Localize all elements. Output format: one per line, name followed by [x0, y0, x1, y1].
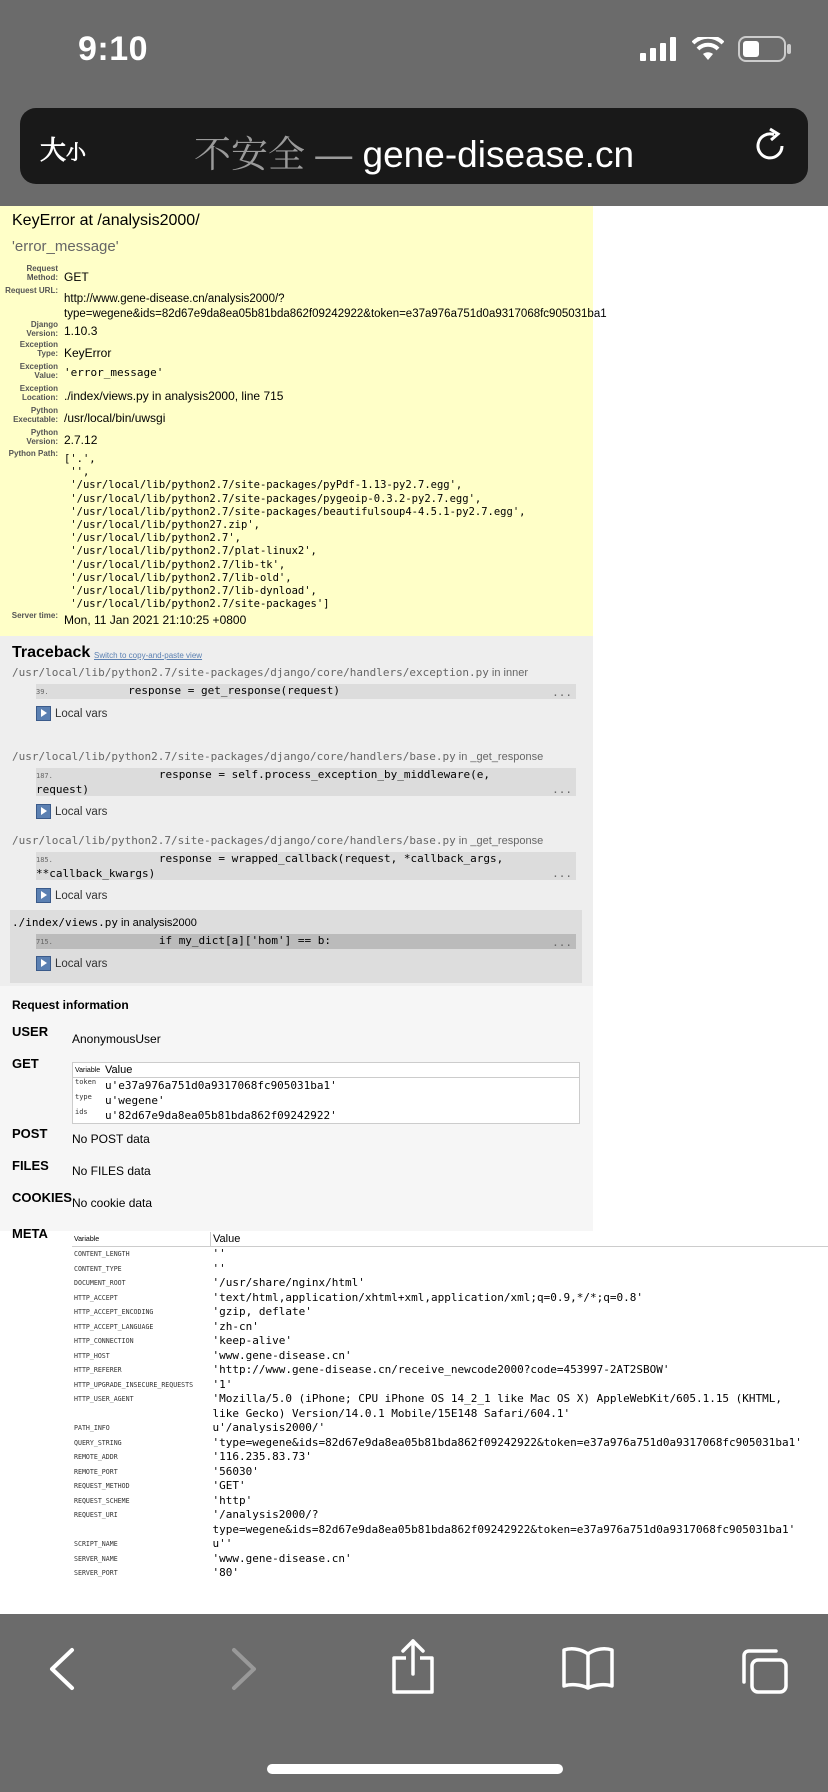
- table-row: [72, 1436, 828, 1451]
- variable-cell: CONTENT_TYPE: [74, 1264, 122, 1273]
- frame-function: _get_response: [470, 835, 544, 847]
- table-row: [72, 1566, 828, 1581]
- table-row: [72, 1305, 828, 1320]
- variable-cell: HTTP_HOST: [74, 1351, 110, 1360]
- variable-cell: HTTP_USER_AGENT: [74, 1395, 134, 1403]
- get-heading: GET: [12, 1056, 39, 1071]
- address-bar[interactable]: [20, 108, 808, 184]
- frame-file: ./index/views.py: [12, 916, 118, 929]
- table-row: [72, 1392, 828, 1421]
- table-row: [72, 1508, 828, 1537]
- play-icon: [36, 888, 51, 903]
- table-header-row: [73, 1063, 580, 1078]
- local-vars-toggle[interactable]: [36, 956, 107, 971]
- get-table: [72, 1062, 580, 1124]
- row-value: 'error_message': [64, 366, 164, 379]
- row-value: http://www.gene-disease.cn/analysis2000/? type=wegene&ids=82d67e9da8ea05b81bda862f09242922&token=e37a976a751d0a9317068fc905031ba1: [64, 293, 607, 320]
- frame-in: in: [455, 835, 471, 847]
- variable-cell: REQUEST_METHOD: [74, 1482, 130, 1490]
- frame-path: [12, 834, 543, 847]
- tabs-icon[interactable]: [740, 1648, 790, 1694]
- table-row: [72, 1363, 828, 1378]
- bookmarks-icon[interactable]: [562, 1646, 614, 1690]
- frame-function: _get_response: [470, 751, 544, 763]
- error-message: 'error_message': [12, 238, 119, 255]
- text-size-small-label: 小: [66, 142, 87, 164]
- table-row: [72, 1465, 828, 1480]
- table-row: [72, 1276, 828, 1291]
- value-cell: 'http': [212, 1493, 253, 1507]
- variable-cell: SERVER_PORT: [74, 1569, 118, 1577]
- meta-heading: META: [12, 1226, 48, 1241]
- cookies-value: No cookie data: [72, 1196, 153, 1210]
- value-cell: 'www.gene-disease.cn': [212, 1348, 352, 1362]
- battery-icon: [738, 36, 792, 62]
- text-size-large-label: 大: [40, 135, 67, 165]
- frame-file: /usr/local/lib/python2.7/site-packages/django/core/handlers/base.py: [12, 750, 456, 763]
- expand-context-ellipsis[interactable]: ...: [552, 936, 572, 949]
- variable-cell: REQUEST_URI: [74, 1511, 118, 1519]
- error-title: KeyError at /analysis2000/: [12, 212, 200, 229]
- value-cell: '80': [212, 1566, 239, 1579]
- value-cell: 'keep-alive': [212, 1334, 292, 1347]
- play-icon: [36, 706, 51, 721]
- row-label: Request URL:: [5, 286, 58, 295]
- value-cell: 'www.gene-disease.cn': [212, 1551, 352, 1565]
- frame-function: inner: [503, 667, 528, 679]
- line-number: 187.: [36, 772, 53, 780]
- value-header: Value: [211, 1232, 828, 1247]
- files-value: No FILES data: [72, 1164, 151, 1178]
- variable-cell: REMOTE_ADDR: [74, 1453, 118, 1461]
- table-row: [72, 1537, 828, 1552]
- line-number: 185.: [36, 856, 53, 864]
- home-indicator[interactable]: [267, 1764, 563, 1774]
- variable-cell: HTTP_ACCEPT_LANGUAGE: [74, 1322, 154, 1331]
- traceback-title: Traceback: [12, 644, 91, 661]
- value-cell: '/usr/share/nginx/html': [212, 1276, 365, 1289]
- value-cell: '56030': [212, 1464, 259, 1478]
- row-value: /usr/local/bin/uwsgi: [64, 411, 166, 425]
- row-value: Mon, 11 Jan 2021 21:10:25 +0800: [64, 613, 247, 627]
- value-cell: u'wegene': [105, 1094, 165, 1107]
- local-vars-toggle[interactable]: [36, 706, 107, 721]
- play-icon: [36, 804, 51, 819]
- variable-header: Variable: [72, 1232, 211, 1247]
- value-cell: 'http://www.gene-disease.cn/receive_newcode2000?code=453997-2AT2SBOW': [212, 1363, 670, 1376]
- local-vars-label: Local vars: [55, 805, 108, 818]
- local-vars-toggle[interactable]: [36, 888, 107, 903]
- variable-cell: HTTP_ACCEPT_ENCODING: [74, 1308, 154, 1316]
- expand-context-ellipsis[interactable]: ...: [552, 783, 572, 796]
- variable-cell: HTTP_REFERER: [74, 1366, 122, 1374]
- row-label: Exception Value:: [19, 362, 58, 380]
- row-label: Request Method:: [26, 264, 58, 282]
- forward-icon[interactable]: [222, 1644, 262, 1694]
- table-row: [72, 1349, 828, 1364]
- line-number: 715.: [36, 938, 53, 946]
- variable-cell: HTTP_UPGRADE_INSECURE_REQUESTS: [74, 1380, 194, 1389]
- value-cell: '/analysis2000/? type=wegene&ids=82d67e9da8ea05b81bda862f09242922&token=e37a976a751d0a9317068fc905031ba1': [212, 1508, 796, 1536]
- frame-path: [12, 750, 543, 763]
- url-domain: gene-disease.cn: [362, 134, 635, 175]
- code-line[interactable]: [36, 852, 576, 880]
- table-row: [72, 1320, 828, 1335]
- code-text: response = get_response(request): [48, 684, 341, 697]
- code-text: if my_dict[a]['hom'] == b:: [52, 934, 332, 947]
- code-line[interactable]: [36, 934, 576, 949]
- user-value: AnonymousUser: [72, 1032, 161, 1046]
- variable-cell: token: [75, 1078, 97, 1086]
- variable-cell: ids: [75, 1108, 88, 1116]
- wifi-icon: [692, 37, 724, 61]
- value-cell: 'zh-cn': [212, 1319, 259, 1333]
- frame-in: in: [488, 667, 504, 679]
- value-cell: u'': [212, 1537, 233, 1550]
- table-row: [73, 1078, 580, 1094]
- value-cell: 'Mozilla/5.0 (iPhone; CPU iPhone OS 14_2_1 like Mac OS X) AppleWebKit/605.1.15 (KHTML, like Gecko) Version/14.0.1 Mobile/15E148 Safari/604.1': [212, 1392, 783, 1420]
- insecure-label: 不安全: [193, 134, 305, 175]
- files-heading: FILES: [12, 1158, 49, 1173]
- variable-cell: HTTP_CONNECTION: [74, 1337, 134, 1345]
- frame-file: /usr/local/lib/python2.7/site-packages/django/core/handlers/exception.py: [12, 666, 489, 679]
- value-cell: '116.235.83.73': [212, 1450, 312, 1463]
- user-heading: USER: [12, 1024, 49, 1039]
- variable-cell: DOCUMENT_ROOT: [74, 1279, 126, 1287]
- row-value: 1.10.3: [64, 324, 98, 338]
- row-label: Python Path:: [8, 449, 58, 458]
- expand-context-ellipsis[interactable]: ...: [552, 867, 572, 880]
- url-separator: —: [304, 134, 363, 175]
- value-cell: u'/analysis2000/': [212, 1421, 326, 1434]
- table-row: [72, 1479, 828, 1494]
- back-icon[interactable]: [44, 1644, 84, 1694]
- row-value: KeyError: [64, 346, 112, 360]
- line-number: 39.: [36, 688, 49, 696]
- row-label: Django Version:: [26, 320, 58, 338]
- row-label: Python Version:: [26, 428, 58, 446]
- table-row: [72, 1291, 828, 1306]
- variable-cell: type: [75, 1093, 92, 1101]
- url-display[interactable]: [20, 124, 808, 178]
- value-cell: u'82d67e9da8ea05b81bda862f09242922': [105, 1109, 337, 1122]
- value-header: Value: [103, 1063, 580, 1078]
- cellular-signal-icon: [640, 37, 678, 61]
- clock: 9:10: [78, 30, 149, 68]
- variable-cell: QUERY_STRING: [74, 1438, 122, 1447]
- web-page[interactable]: [0, 206, 828, 1614]
- value-cell: 'GET': [212, 1479, 246, 1492]
- cookies-heading: COOKIES: [12, 1190, 72, 1205]
- switch-view-link[interactable]: Switch to copy-and-paste view: [94, 651, 203, 660]
- row-label: Python Executable:: [13, 406, 58, 424]
- request-information-section: [0, 986, 593, 1231]
- row-label: Exception Type:: [19, 340, 58, 358]
- value-cell: 'type=wegene&ids=82d67e9da8ea05b81bda862f09242922&token=e37a976a751d0a9317068fc905031ba1': [212, 1435, 802, 1449]
- variable-cell: REQUEST_SCHEME: [74, 1496, 130, 1505]
- frame-in: in: [455, 751, 471, 763]
- table-row: [72, 1450, 828, 1465]
- play-icon: [36, 956, 51, 971]
- traceback-section: [0, 636, 593, 986]
- table-row: [72, 1552, 828, 1567]
- variable-header: Variable: [73, 1063, 104, 1078]
- local-vars-toggle[interactable]: [36, 804, 107, 819]
- variable-cell: CONTENT_LENGTH: [74, 1250, 130, 1258]
- value-cell: '1': [212, 1377, 233, 1391]
- frame-file: /usr/local/lib/python2.7/site-packages/django/core/handlers/base.py: [12, 834, 456, 847]
- row-label: Server time:: [11, 611, 58, 620]
- variable-cell: SERVER_NAME: [74, 1554, 118, 1563]
- frame-in: in: [117, 917, 133, 929]
- value-cell: '': [212, 1261, 226, 1275]
- local-vars-label: Local vars: [55, 957, 108, 970]
- table-row: [72, 1334, 828, 1349]
- table-row: [72, 1421, 828, 1436]
- table-row: [72, 1262, 828, 1277]
- value-cell: '': [212, 1247, 226, 1260]
- row-value: ['.', '', '/usr/local/lib/python2.7/site-packages/pyPdf-1.13-py2.7.egg', '/usr/local/lib/python2.7/site-packages/pygeoip-0.3.2-py2.7.egg', '/usr/local/lib/python2.7/site-packages/beautifulsoup4-4.5.1-py2.7.egg', '/usr/local/lib/python27.zip', '/usr/local/lib/python2.7', '/usr/local/lib/python2.7/plat-linux2', '/usr/local/lib/python2.7/lib-tk', '/usr/local/lib/python2.7/lib-old', '/usr/local/lib/python2.7/lib-dynload', '/usr/local/lib/python2.7/site-packages']: [64, 453, 526, 611]
- frame-function: analysis2000: [132, 917, 197, 929]
- row-value: GET: [64, 270, 89, 284]
- value-cell: u'e37a976a751d0a9317068fc905031ba1': [105, 1079, 337, 1092]
- error-summary: [0, 206, 607, 637]
- code-line[interactable]: [36, 768, 576, 796]
- share-icon[interactable]: [390, 1638, 436, 1694]
- table-row: [72, 1247, 828, 1262]
- request-info-title: Request information: [12, 998, 129, 1012]
- post-heading: POST: [12, 1126, 48, 1141]
- post-value: No POST data: [72, 1132, 150, 1146]
- variable-cell: PATH_INFO: [74, 1424, 110, 1432]
- code-text: response = self.process_exception_by_middleware(e, request): [36, 768, 490, 796]
- value-cell: 'gzip, deflate': [212, 1305, 312, 1318]
- value-cell: 'text/html,application/xhtml+xml,application/xml;q=0.9,*/*;q=0.8': [212, 1290, 643, 1304]
- frame-path: [12, 916, 197, 929]
- status-bar: [0, 0, 828, 100]
- row-value: ./index/views.py in analysis2000, line 715: [64, 389, 284, 403]
- expand-context-ellipsis[interactable]: ...: [552, 686, 572, 699]
- variable-cell: HTTP_ACCEPT: [74, 1293, 118, 1302]
- local-vars-label: Local vars: [55, 707, 108, 720]
- table-row: [73, 1093, 580, 1108]
- local-vars-label: Local vars: [55, 889, 108, 902]
- code-text: response = wrapped_callback(request, *callback_args, **callback_kwargs): [36, 852, 504, 880]
- row-value: 2.7.12: [64, 433, 98, 447]
- variable-cell: REMOTE_PORT: [74, 1467, 118, 1476]
- meta-table: [72, 1232, 828, 1581]
- frame-path: [12, 666, 528, 679]
- table-header-row: [72, 1232, 828, 1247]
- variable-cell: SCRIPT_NAME: [74, 1540, 118, 1548]
- status-icons: [640, 36, 792, 62]
- code-line[interactable]: [36, 684, 576, 699]
- row-label: Exception Location:: [19, 384, 58, 402]
- table-row: [73, 1108, 580, 1124]
- table-row: [72, 1494, 828, 1509]
- reload-icon[interactable]: [750, 126, 790, 166]
- table-row: [72, 1378, 828, 1393]
